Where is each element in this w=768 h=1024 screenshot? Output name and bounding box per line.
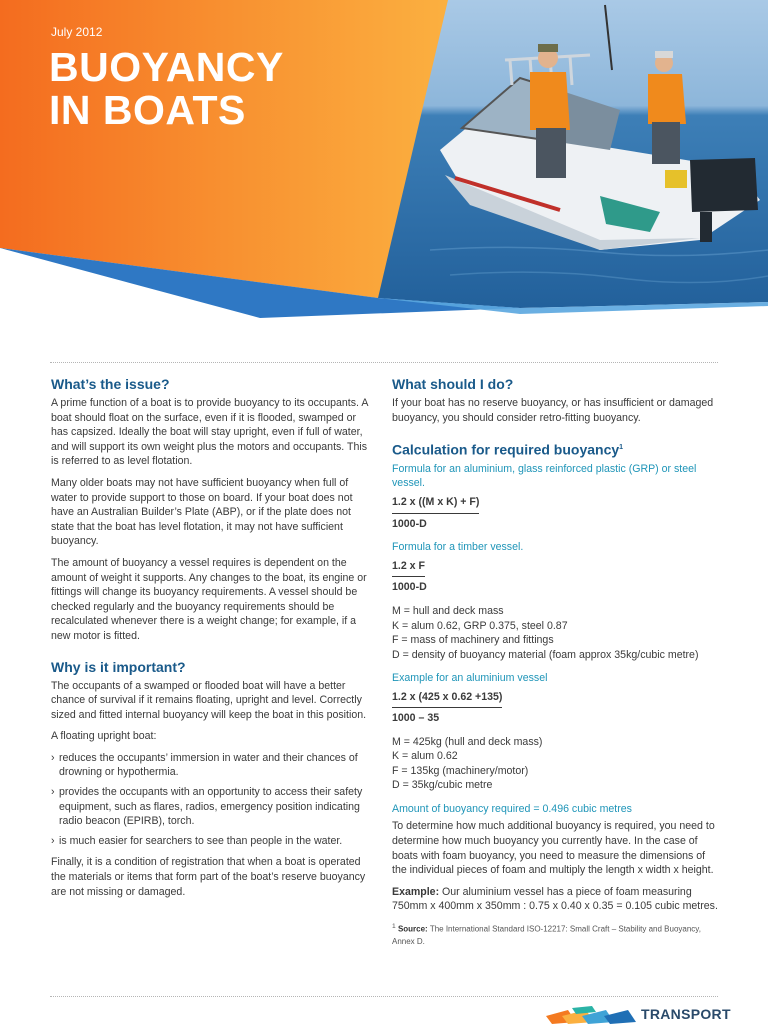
footnote-marker: 1 — [392, 922, 396, 930]
calc-footnote-ref: 1 — [619, 444, 624, 452]
example-strong: Example: — [392, 885, 440, 898]
example-denominator: 1000 – 35 — [392, 712, 440, 725]
top-divider — [50, 362, 718, 363]
definition-item: M = 425kg (hull and deck mass) — [392, 735, 543, 748]
definition-item: M = hull and deck mass — [392, 605, 504, 617]
amount-result: Amount of buoyancy required = 0.496 cubic metres — [392, 802, 632, 815]
formula-definitions — [392, 604, 718, 662]
right-column — [392, 375, 718, 948]
definition-item: F = mass of machinery and fittings — [392, 634, 554, 646]
calc-heading — [392, 439, 718, 459]
definition-item: D = density of buoyancy material (foam approx 35kg/cubic metre) — [392, 648, 699, 661]
example-paragraph — [392, 885, 718, 914]
benefits-list — [51, 751, 373, 849]
formula-2-denominator: 1000-D — [392, 581, 427, 594]
transport-logo-text: TRANSPORT — [641, 1006, 731, 1022]
important-paragraph-2: A floating upright boat: — [51, 730, 157, 743]
definition-item: K = alum 0.62, GRP 0.375, steel 0.87 — [392, 619, 568, 632]
issue-date: July 2012 — [51, 25, 103, 39]
formula-2-numerator: 1.2 x F — [392, 559, 425, 578]
list-item: › reduces the occupants’ immersion in water and their chances of drowning or hypothermia. — [51, 751, 373, 780]
formula-2-label: Formula for a timber vessel. — [392, 541, 524, 554]
list-item: › provides the occupants with an opportunity to access their safety equipment, such as flares, radios, emergency position indicating radio beacon (EPIRB), torch. — [51, 785, 373, 829]
formula-1-label: Formula for an aluminium, glass reinforced plastic (GRP) or steel vessel. — [392, 462, 697, 490]
title-line-2: IN BOATS — [49, 87, 246, 133]
example-numerator: 1.2 x (425 x 0.62 +135) — [392, 690, 502, 709]
issue-heading: What’s the issue? — [51, 376, 170, 392]
definition-item: F = 135kg (machinery/motor) — [392, 764, 529, 777]
example-text: Our aluminium vessel has a piece of foam measuring 750mm x 400mm x 350mm : 0.75 x 0.40 x 0.35 = 0.105 cubic metres. — [392, 885, 718, 913]
formula-1-denominator: 1000-D — [392, 517, 427, 530]
definition-item: D = 35kg/cubic metre — [392, 779, 493, 792]
hero-banner — [0, 0, 768, 330]
important-paragraph-1: The occupants of a swamped or flooded boat will have a better chance of survival if it remains floating, upright and level. Correctly sized and fitted internal buoyancy will keep the boat in this position. — [51, 679, 367, 721]
page-title — [49, 46, 284, 132]
important-paragraph-3: Finally, it is a condition of registration that when a boat is operated the materials or items that form part of the boat’s reserve buoyancy are not missing or damaged. — [51, 856, 366, 898]
issue-paragraph-3: The amount of buoyancy a vessel requires is dependent on the amount of weight it supports. Any changes to the boat, its engine or fittings will change its buoyancy requirements. A vessel should be checked regularly and the buoyancy requirements should be recalculated whenever there is a weight change; for example, if a new motor is fitted. — [51, 556, 367, 642]
definition-item: K = alum 0.62 — [392, 750, 458, 763]
transport-logo-icon — [546, 1006, 638, 1024]
example-definitions — [392, 735, 718, 793]
important-heading: Why is it important? — [51, 658, 186, 675]
title-line-1: BUOYANCY — [49, 44, 284, 90]
footnote — [392, 921, 718, 948]
determine-paragraph: To determine how much additional buoyancy is required, you need to determine how much buoyancy you currently have. In the case of boats with foam buoyancy, you need to measure the dimensions of the individual pieces of foam and multiply the length x width x height. — [392, 820, 715, 877]
calc-heading-text: Calculation for required buoyancy — [392, 441, 620, 458]
footnote-text: The International Standard ISO-12217: Small Craft – Stability and Buoyancy, Annex D. — [392, 924, 701, 946]
do-heading: What should I do? — [392, 376, 514, 392]
example-label: Example for an aluminium vessel — [392, 672, 548, 684]
do-paragraph: If your boat has no reserve buoyancy, or has insufficient or damaged buoyancy, you should consider retro-fitting buoyancy. — [392, 397, 714, 424]
issue-paragraph-2: Many older boats may not have sufficient buoyancy when full of water to provide support to those on board. If your boat does not have an Australian Builder’s Plate (ABP), or if the plate does not state that the boat has level flotation, it may not have sufficient buoyancy. — [51, 476, 353, 548]
formula-1-numerator: 1.2 x ((M x K) + F) — [392, 495, 479, 514]
list-item: › is much easier for searchers to see than people in the water. — [51, 834, 373, 849]
issue-paragraph-1: A prime function of a boat is to provide buoyancy to its occupants. A boat should float on the surface, even if it is flooded, swamped or has capsized. Ideally the boat will stay upright, even if full of water, and will support its own weight plus the motors and occupants. This is referred to as level flotation. — [51, 397, 368, 468]
left-column — [51, 375, 373, 906]
footnote-strong: Source: — [397, 924, 428, 934]
bottom-divider — [50, 996, 718, 997]
